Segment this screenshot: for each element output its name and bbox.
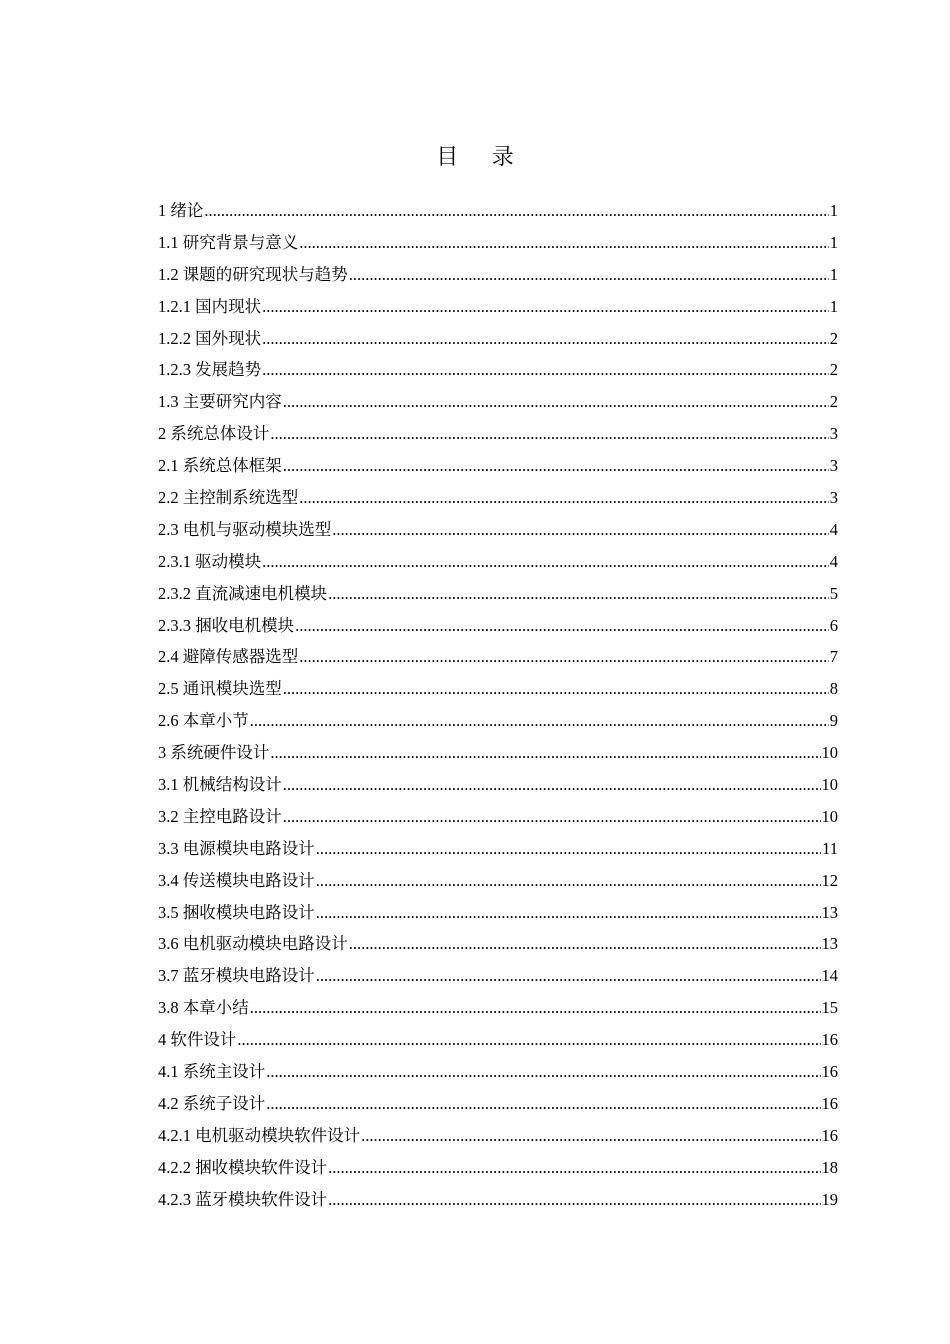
toc-leader-dots: [295, 610, 829, 642]
toc-entry-label: 1.1 研究背景与意义: [158, 232, 299, 252]
toc-entry[interactable]: [158, 227, 838, 259]
toc-entry-page-number: 16: [821, 1125, 838, 1145]
toc-entry-label: 1.3 主要研究内容: [158, 392, 282, 412]
toc-entry-page-number: 3: [829, 424, 838, 444]
toc-leader-dots: [250, 992, 821, 1024]
toc-leader-dots: [316, 833, 821, 865]
toc-leader-dots: [361, 1120, 820, 1152]
toc-entry-label: 3.7 蓝牙模块电路设计: [158, 966, 315, 986]
toc-entry-page-number: 2: [829, 392, 838, 412]
toc-entry-label: 4.2.2 捆收模块软件设计: [158, 1157, 328, 1177]
toc-entry[interactable]: [158, 610, 838, 642]
toc-entry-label: 2.4 避障传感器选型: [158, 647, 299, 667]
toc-entry-page-number: 13: [821, 934, 838, 954]
toc-entry-page-number: 6: [829, 615, 838, 635]
toc-leader-dots: [316, 960, 821, 992]
toc-entry-page-number: 11: [822, 838, 838, 858]
toc-entry[interactable]: [158, 641, 838, 673]
toc-entry-page-number: 10: [821, 806, 838, 826]
toc-leader-dots: [266, 1088, 820, 1120]
toc-entry-page-number: 4: [829, 551, 838, 571]
toc-entry-page-number: 1: [829, 201, 838, 220]
toc-entry-label: 2.6 本章小节: [158, 711, 249, 731]
toc-entry-label: 3.3 电源模块电路设计: [158, 838, 315, 858]
toc-entry[interactable]: [158, 801, 838, 833]
toc-entry-page-number: 19: [821, 1189, 838, 1209]
toc-entry-page-number: 3: [829, 456, 838, 476]
toc-entry-page-number: 2: [829, 328, 838, 348]
toc-entry-label: 2.1 系统总体框架: [158, 456, 282, 476]
toc-entry-page-number: 12: [821, 870, 838, 890]
toc-entry-label: 2.2 主控制系统选型: [158, 488, 299, 508]
toc-entry-label: 1.2.2 国外现状: [158, 328, 262, 348]
toc-title: 目 录: [436, 144, 528, 169]
toc-entry-label: 2.3.2 直流减速电机模块: [158, 583, 328, 603]
toc-entry-page-number: 3: [829, 488, 838, 508]
toc-entry-page-number: 18: [821, 1157, 838, 1177]
toc-entry[interactable]: [158, 928, 838, 960]
toc-entry[interactable]: [158, 673, 838, 705]
toc-entry-label: 2 系统总体设计: [158, 424, 270, 444]
toc-leader-dots: [316, 865, 821, 897]
toc-leader-dots: [262, 354, 829, 386]
toc-leader-dots: [262, 291, 829, 323]
toc-entry-page-number: 1: [829, 296, 838, 316]
toc-leader-dots: [266, 1056, 820, 1088]
toc-entry[interactable]: [158, 960, 838, 992]
toc-entry-page-number: 15: [821, 998, 838, 1018]
toc-leader-dots: [328, 1184, 820, 1216]
toc-entry-label: 1 绪论: [158, 201, 204, 220]
toc-leader-dots: [237, 1024, 820, 1056]
toc-leader-dots: [316, 897, 821, 929]
toc-leader-dots: [299, 482, 829, 514]
toc-entry-page-number: 4: [829, 519, 838, 539]
toc-entry[interactable]: [158, 1152, 838, 1184]
toc-leader-dots: [262, 323, 829, 355]
toc-leader-dots: [283, 673, 829, 705]
toc-entry-label: 2.3 电机与驱动模块选型: [158, 519, 332, 539]
toc-entry-label: 3.2 主控电路设计: [158, 806, 282, 826]
toc-entry[interactable]: [158, 1120, 838, 1152]
toc-leader-dots: [283, 769, 821, 801]
toc-leader-dots: [270, 737, 820, 769]
toc-leader-dots: [299, 227, 829, 259]
toc-entry[interactable]: [158, 546, 838, 578]
toc-entry[interactable]: [158, 865, 838, 897]
toc-entry[interactable]: [158, 578, 838, 610]
toc-entry-label: 3.6 电机驱动模块电路设计: [158, 934, 348, 954]
toc-leader-dots: [349, 928, 821, 960]
toc-entry-page-number: 1: [829, 264, 838, 284]
toc-entry-label: 3.4 传送模块电路设计: [158, 870, 315, 890]
toc-entry[interactable]: [158, 1184, 838, 1216]
toc-entry[interactable]: [158, 1024, 838, 1056]
toc-entry[interactable]: [158, 418, 838, 450]
toc-entry-page-number: 16: [821, 1030, 838, 1050]
toc-leader-dots: [283, 450, 829, 482]
toc-leader-dots: [328, 578, 829, 610]
toc-entry[interactable]: [158, 833, 838, 865]
toc-entry[interactable]: [158, 897, 838, 929]
toc-entry[interactable]: [158, 482, 838, 514]
toc-entry[interactable]: [158, 323, 838, 355]
toc-leader-dots: [299, 641, 829, 673]
toc-entry-page-number: 5: [829, 583, 838, 603]
toc-entry-page-number: 1: [829, 232, 838, 252]
toc-entry[interactable]: [158, 354, 838, 386]
toc-leader-dots: [204, 195, 828, 227]
toc-entry-label: 4.2 系统子设计: [158, 1093, 266, 1113]
toc-entry-page-number: 14: [821, 966, 838, 986]
toc-leader-dots: [328, 1152, 820, 1184]
toc-entry[interactable]: [158, 705, 838, 737]
toc-entry-page-number: 10: [821, 743, 838, 763]
toc-entry[interactable]: [158, 259, 838, 291]
toc-entry-page-number: 7: [829, 647, 838, 667]
toc-entry-label: 1.2.3 发展趋势: [158, 360, 262, 380]
toc-entry-label: 4.1 系统主设计: [158, 1062, 266, 1082]
toc-entry-label: 2.3.3 捆收电机模块: [158, 615, 295, 635]
toc-entry[interactable]: [158, 386, 838, 418]
toc-leader-dots: [250, 705, 829, 737]
toc-entry-label: 4.2.3 蓝牙模块软件设计: [158, 1189, 328, 1209]
toc-entry-label: 4 软件设计: [158, 1030, 237, 1050]
toc-entry[interactable]: [158, 514, 838, 546]
toc-entry-label: 2.5 通讯模块选型: [158, 679, 282, 699]
toc-entry[interactable]: [158, 195, 838, 227]
toc-entry-label: 4.2.1 电机驱动模块软件设计: [158, 1125, 361, 1145]
toc-entry[interactable]: [158, 769, 838, 801]
toc-entry-label: 1.2.1 国内现状: [158, 296, 262, 316]
toc-entry-label: 3.5 捆收模块电路设计: [158, 902, 315, 922]
toc-entry-label: 1.2 课题的研究现状与趋势: [158, 264, 348, 284]
toc-entry-page-number: 9: [829, 711, 838, 731]
toc-entry-page-number: 13: [821, 902, 838, 922]
toc-entry-page-number: 2: [829, 360, 838, 380]
toc-leader-dots: [270, 418, 828, 450]
toc-entry[interactable]: [158, 737, 838, 769]
toc-entry[interactable]: [158, 450, 838, 482]
toc-entry[interactable]: [158, 992, 838, 1024]
toc-entry-label: 2.3.1 驱动模块: [158, 551, 262, 571]
toc-entry[interactable]: [158, 1088, 838, 1120]
toc-leader-dots: [262, 546, 829, 578]
toc-leader-dots: [283, 386, 829, 418]
toc-leader-dots: [283, 801, 821, 833]
toc-entry[interactable]: [158, 291, 838, 323]
toc-leader-dots: [349, 259, 829, 291]
toc-entry-page-number: 16: [821, 1062, 838, 1082]
toc-entry[interactable]: [158, 1056, 838, 1088]
toc-leader-dots: [332, 514, 829, 546]
toc-entry-label: 3.8 本章小结: [158, 998, 249, 1018]
toc-entry-label: 3 系统硬件设计: [158, 743, 270, 763]
table-of-contents: [158, 195, 838, 1216]
toc-entry-page-number: 8: [829, 679, 838, 699]
toc-entry-label: 3.1 机械结构设计: [158, 775, 282, 795]
toc-entry-page-number: 10: [821, 775, 838, 795]
toc-entry-page-number: 16: [821, 1093, 838, 1113]
